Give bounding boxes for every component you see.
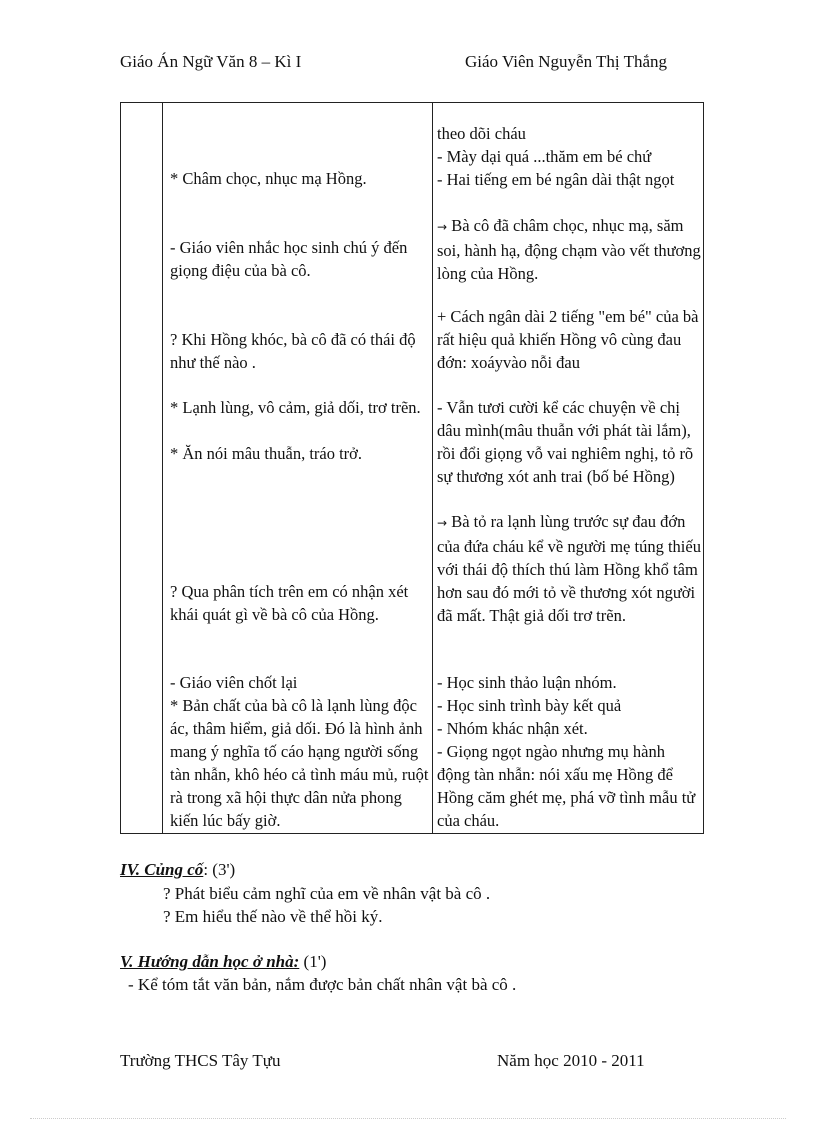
footer-right: Năm học 2010 - 2011 [497,1051,645,1070]
teacher-note: * Lạnh lùng, vô cảm, giả dối, trơ trẽn. [170,397,421,417]
teacher-question: ? Khi Hồng khóc, bà cô đã có thái độ như thế nào . [170,329,416,372]
student-note: + Cách ngân dài 2 tiếng "em bé" của bà rất hiệu quả khiến Hồng vô cùng đau đớn: xoáyvào nỗi đau [437,306,699,372]
section-5-instruction: - Kể tóm tắt văn bản, nắm được bản chất nhân vật bà cô . [128,975,517,994]
student-note [437,510,701,627]
student-note: theo dõi cháu [437,123,526,143]
section-4-question: ? Phát biểu cảm nghĩ của em về nhân vật bà cô . [163,884,491,903]
student-note: - Hai tiếng em bé ngân dài thật ngọt [437,169,675,189]
section-5-heading [120,952,326,972]
section-4-heading [120,860,235,880]
teacher-note: * Châm chọc, nhục mạ Hồng. [170,168,367,188]
section-5-time: (1') [299,952,327,971]
lesson-table [120,102,704,834]
student-note-text: Bà cô đã châm chọc, nhục mạ, săm soi, hành hạ, động chạm vào vết thương lòng của Hồng. [437,215,701,283]
arrow-right-icon: → [437,515,448,530]
arrow-right-icon: → [437,219,448,234]
section-4-question: ? Em hiểu thế nào về thể hồi ký. [163,907,383,926]
student-note: - Vẫn tươi cười kể các chuyện về chị dâu mình(mâu thuẫn với phát tài lắm), rồi đổi giọng vỗ vai nghiêm nghị, tỏ rõ sự thương xót anh trai (bố bé Hồng) [437,397,694,486]
student-note: - Học sinh trình bày kết quả [437,695,622,715]
footer-left: Trường THCS Tây Tựu [120,1051,281,1070]
student-note: - Giọng ngọt ngào nhưng mụ hành động tàn nhẫn: nói xấu mẹ Hồng để Hồng căm ghét mẹ, phá vỡ tình mẫu tử của cháu. [437,741,696,830]
teacher-question: ? Qua phân tích trên em có nhận xét khái quát gì về bà cô của Hồng. [170,581,409,624]
header-right: Giáo Viên Nguyễn Thị Thắng [465,52,668,71]
teacher-note: - Giáo viên chốt lại [170,672,298,692]
teacher-note: - Giáo viên nhắc học sinh chú ý đến giọng điệu của bà cô. [170,237,408,280]
header-left: Giáo Án Ngữ Văn 8 – Kì I [120,52,302,71]
student-note: - Học sinh thảo luận nhóm. [437,672,617,692]
student-note: - Mày dại quá ...thăm em bé chứ [437,146,652,166]
page-bottom-rule [30,1118,786,1119]
section-4-title: IV. Củng cố [120,860,204,879]
teacher-note: * Ăn nói mâu thuẫn, tráo trở. [170,443,363,463]
student-note: - Nhóm khác nhận xét. [437,718,588,738]
table-divider-2 [432,103,433,833]
student-note-text: Bà tỏ ra lạnh lùng trước sự đau đớn của đứa cháu kể về người mẹ túng thiếu với thái độ thích thú làm Hồng khổ tâm hơn sau đó mới tỏ về thương xót người đã mất. Thật giả dối trơ trẽn. [437,511,701,625]
teacher-conclusion: * Bản chất của bà cô là lạnh lùng độc ác, thâm hiểm, giả dối. Đó là hình ảnh mang ý nghĩa tố cáo hạng người sống tàn nhẫn, khô héo cả tình máu mủ, ruột rà trong xã hội thực dân nửa phong kiến lúc bấy giờ. [170,695,429,830]
student-note [437,214,701,285]
section-5-title: V. Hướng dẫn học ở nhà: [120,952,300,971]
section-4-time: : (3') [203,860,236,879]
table-divider-1 [162,103,163,833]
